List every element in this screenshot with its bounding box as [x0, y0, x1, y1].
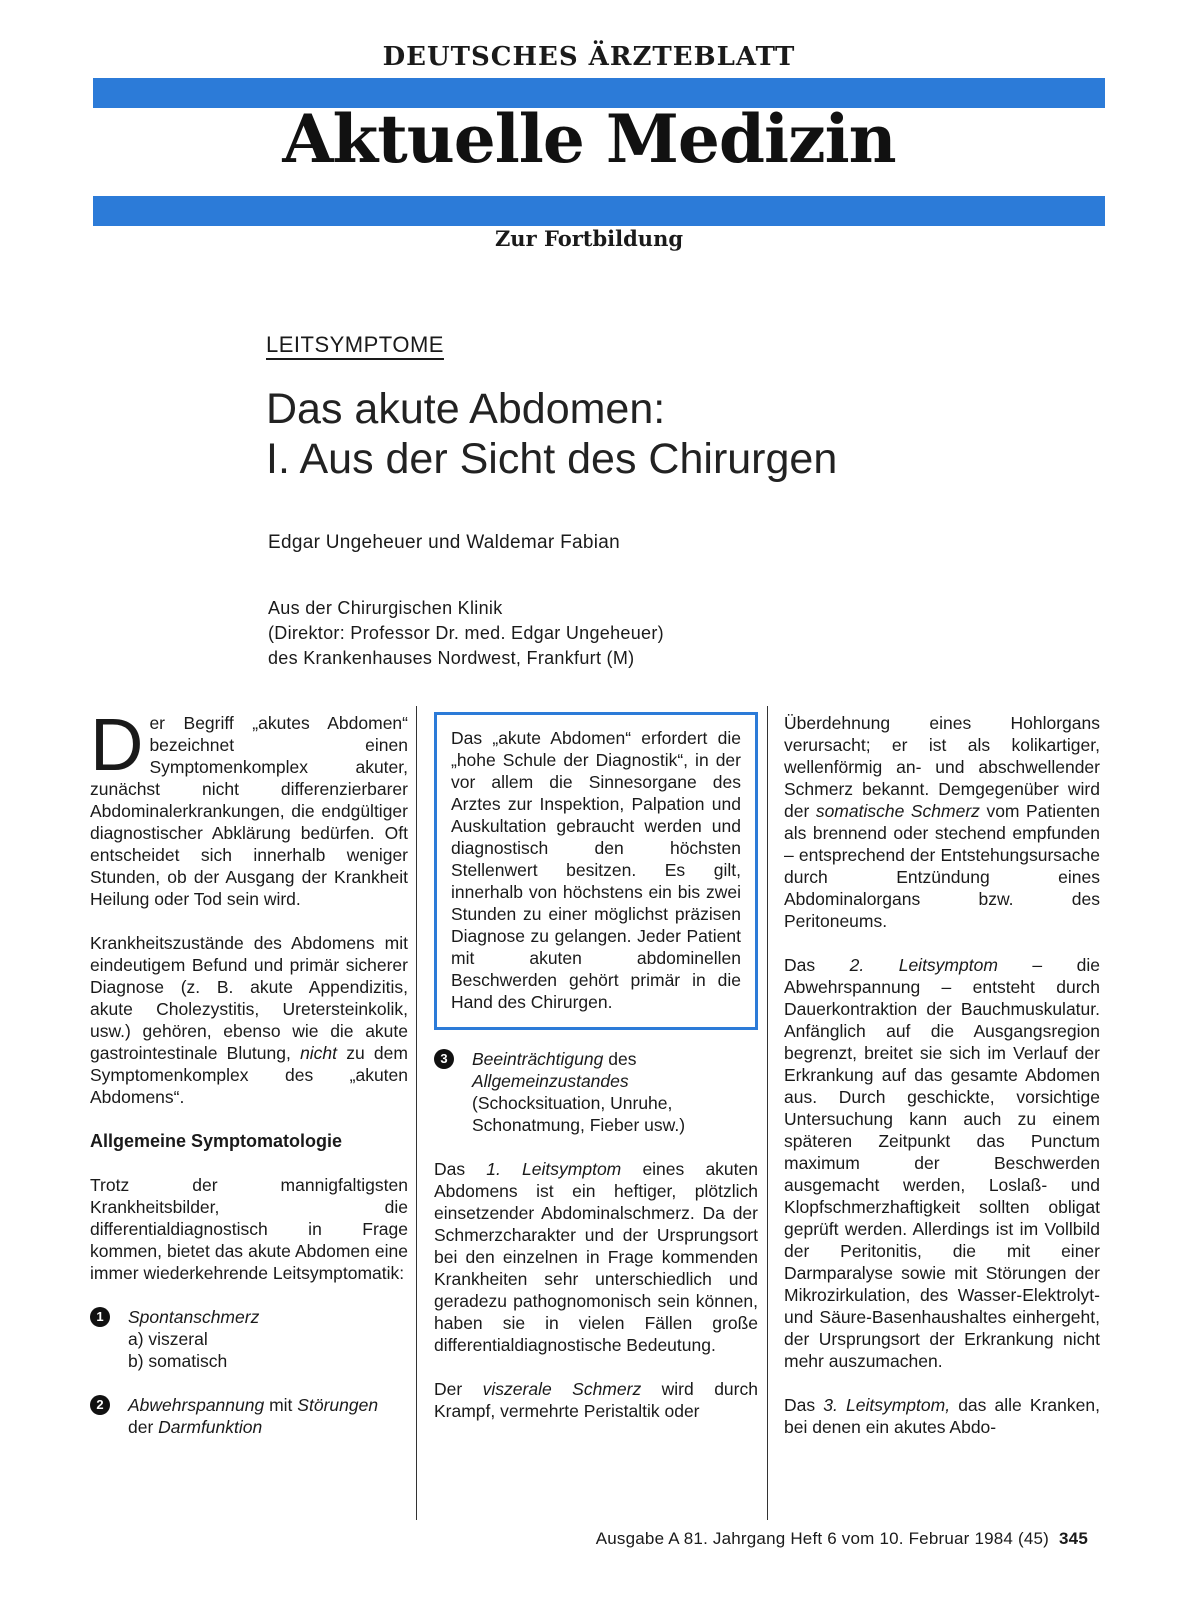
paragraph-2: [90, 932, 408, 1108]
journal-name: DEUTSCHES ÄRZTEBLATT: [382, 42, 796, 72]
column-divider-1: [416, 706, 417, 1520]
symptom-item-1-title: Spontanschmerz: [128, 1307, 260, 1327]
column-3-paragraph-1: [784, 712, 1100, 932]
paragraph-2-text-b: zu dem Symptomenkomplex des „akuten Abdomens“.: [90, 1043, 408, 1107]
column-1: [90, 703, 408, 1460]
column-2-paragraph-1-text-a: Das: [434, 1159, 466, 1179]
symptom-item-3-text-c: Allgemeinzustandes: [472, 1071, 629, 1091]
column-3-paragraph-1-text-b: vom Patienten als brennend oder stechend empfunden – entsprechend der Entstehungsursache durch Entzündung eines Abdominalorgans bzw. des Peritoneums.: [784, 801, 1100, 931]
symptom-item-1: [90, 1306, 408, 1372]
symptom-item-3-text-b: des: [608, 1049, 637, 1069]
masthead-bar-bottom: [93, 196, 1105, 226]
number-3-icon: 3: [434, 1049, 454, 1069]
symptom-item-2: [90, 1394, 408, 1438]
symptom-item-3-body: [472, 1048, 758, 1136]
headline-line-2: I. Aus der Sicht des Chirurgen: [266, 435, 838, 483]
section-title: Aktuelle Medizin: [282, 100, 896, 178]
column-2-paragraph-1-text-b: eines akuten Abdomens ist ein heftiger, plötzlich einsetzender Abdominalschmerz. Da der Schmerzcharakter und der Ursprungsort bei den einzelnen in Frage kommenden Krankheiten sehr unterschiedlich und geradezu pathognomonisch sein können, haben sie in vielen Fällen große differentialdiagnostische Bedeutung.: [434, 1159, 758, 1355]
symptom-item-2-text-d: der: [128, 1417, 154, 1437]
column-3-paragraph-2-text-a: Das: [784, 955, 816, 975]
symptom-item-1b: b) somatisch: [128, 1351, 228, 1371]
symptom-item-2-text-a: Abwehrspannung: [128, 1395, 265, 1415]
column-3-paragraph-3-emphasis: 3. Leitsymptom,: [823, 1395, 951, 1415]
symptom-item-1-body: [128, 1306, 408, 1372]
article-kicker: LEITSYMPTOME: [266, 332, 444, 357]
number-1-icon: 1: [90, 1307, 110, 1327]
section-heading: Allgemeine Symptomatologie: [90, 1131, 343, 1151]
drop-cap: D: [90, 703, 144, 786]
column-3-paragraph-3-text-a: Das: [784, 1395, 816, 1415]
affiliation-line-1: Aus der Chirurgischen Klinik: [268, 598, 503, 618]
column-2-paragraph-1-emphasis: 1. Leitsymptom: [486, 1159, 622, 1179]
symptom-item-2-text-c: Störungen: [297, 1395, 379, 1415]
column-2-paragraph-2-text-a: Der: [434, 1379, 463, 1399]
symptom-item-1a: a) viszeral: [128, 1329, 208, 1349]
affiliation-line-3: des Krankenhauses Nordwest, Frankfurt (M): [268, 648, 635, 668]
column-3-paragraph-2: [784, 954, 1100, 1372]
column-2-paragraph-2: [434, 1378, 758, 1422]
headline-line-1: Das akute Abdomen:: [266, 385, 666, 433]
symptom-item-2-body: [128, 1394, 408, 1438]
paragraph-3: Trotz der mannigfaltigsten Krankheitsbilder, die differentialdiagnostisch in Frage kommen, bietet das akute Abdomen eine immer wiederkehrende Leitsymptomatik:: [90, 1175, 408, 1283]
column-3-paragraph-3-text-b: das alle Kranken, bei denen ein akutes Abdo-: [784, 1395, 1100, 1437]
highlight-box: Das „akute Abdomen“ erfordert die „hohe Schule der Diagnostik“, in der vor allem die Sinnesorgane des Arztes zur Inspektion, Palpation und Auskultation gebraucht werden und diagnostisch den höchsten Stellenwert besitzen. Es gilt, innerhalb von höchstens ein bis zwei Stunden zu einer möglichst präzisen Diagnose zu gelangen. Jeder Patient mit akuten abdominellen Beschwerden gehört primär in die Hand des Chirurgen.: [434, 712, 758, 1030]
article-headline: [266, 384, 837, 484]
symptom-item-2-text-b: mit: [269, 1395, 293, 1415]
paragraph-2-text-a: Krankheitszustände des Abdomens mit eindeutigem Befund und primär sicherer Diagnose (z. B. akute Appendizitis, akute Cholezystitis, Uretersteinkolik, usw.) gehören, ebenso wie die akute gastrointestinale Blutung,: [90, 933, 408, 1063]
symptom-item-3-text-a: Beeinträchtigung: [472, 1049, 604, 1069]
article-affiliation: [268, 596, 664, 671]
column-3-paragraph-1-emphasis: somatische Schmerz: [815, 801, 980, 821]
symptom-item-2-text-e: Darmfunktion: [158, 1417, 263, 1437]
intro-paragraph: [90, 703, 408, 910]
column-2-paragraph-2-emphasis: viszerale Schmerz: [482, 1379, 642, 1399]
column-divider-2: [767, 706, 768, 1520]
intro-text: er Begriff „akutes Abdomen“ bezeichnet einen Symptomenkomplex akuter, zunächst nicht differenzierbarer Abdominalerkrankungen, die endgültiger diagnostischer Abklärung bedürfen. Oft entscheidet sich innerhalb weniger Stunden, ob der Ausgang der Krankheit Heilung oder Tod sein wird.: [90, 713, 408, 909]
edition-info: Ausgabe A 81. Jahrgang Heft 6 vom 10. Februar 1984 (45): [595, 1529, 1050, 1548]
column-3-paragraph-3: [784, 1394, 1100, 1438]
page-footer: [596, 1529, 1088, 1549]
column-3: [784, 712, 1100, 1460]
column-2-paragraph-2-text-b: wird durch Krampf, vermehrte Peristaltik oder: [434, 1379, 758, 1421]
column-2-paragraph-1: [434, 1158, 758, 1356]
paragraph-2-emphasis: nicht: [300, 1043, 338, 1063]
number-2-icon: 2: [90, 1395, 110, 1415]
article-authors: Edgar Ungeheuer und Waldemar Fabian: [268, 532, 620, 553]
column-3-paragraph-1-text-a: Überdehnung eines Hohlorgans verursacht; er ist als kolikartiger, wellenförmig an- und abschwellender Schmerz bekannt. Demgegenüber wird der: [784, 713, 1100, 821]
column-2: [434, 712, 758, 1444]
symptom-item-3-text-d: (Schocksituation, Unruhe, Schonatmung, Fieber usw.): [472, 1093, 686, 1135]
column-3-paragraph-2-text-b: – die Abwehrspannung – entsteht durch Dauerkontraktion der Bauchmuskulatur. Anfänglich auf die Ausgangsregion begrenzt, breitet sie sich im Verlauf der Erkrankung auf das gesamte Abdomen aus. Durch geschickte, vorsichtige Untersuchung kann auch zu einem späteren Zeitpunkt das Punctum maximum der Beschwerden ausgemacht werden, Loslaß- und Klopfschmerzhaftigkeit sollten obligat geprüft werden. Allerdings ist im Vollbild der Peritonitis, die mit einer Darmparalyse sowie mit Störungen der Mikrozirkulation, des Wasser-Elektrolyt- und Säure-Basenhaushaltes einhergeht, der Ursprungsort der Erkrankung nicht mehr auszumachen.: [784, 955, 1100, 1371]
subsection-label: Zur Fortbildung: [494, 226, 684, 251]
page-number: 345: [1059, 1529, 1088, 1548]
affiliation-line-2: (Direktor: Professor Dr. med. Edgar Ungeheuer): [268, 623, 664, 643]
symptom-item-3: [434, 1048, 758, 1136]
column-3-paragraph-2-emphasis: 2. Leitsymptom: [849, 955, 998, 975]
